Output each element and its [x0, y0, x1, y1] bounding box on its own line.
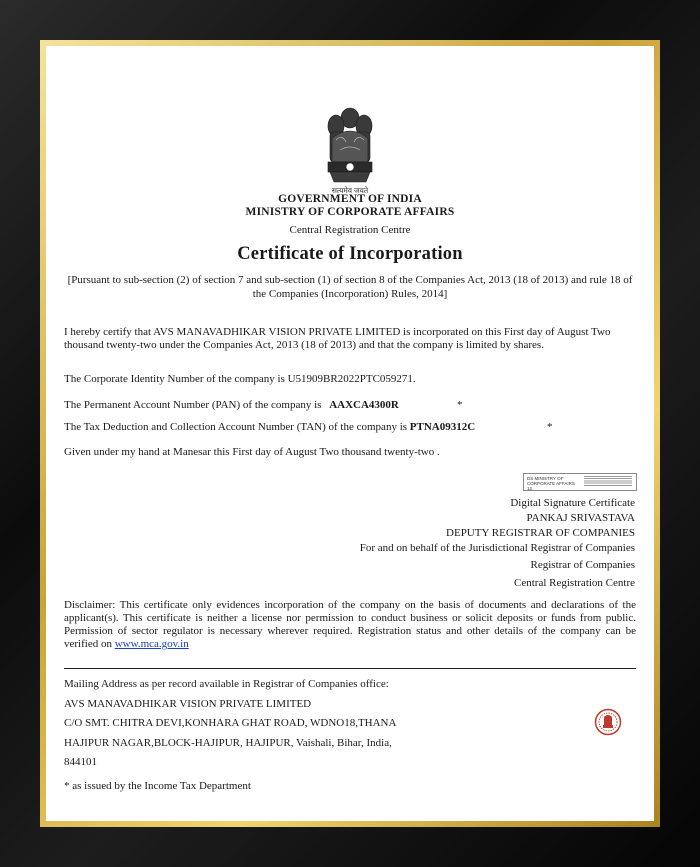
on-behalf-line: For and on behalf of the Jurisdictional Registrar of Companies	[359, 542, 635, 554]
registration-centre: Central Registration Centre	[289, 224, 411, 236]
signatory-designation: DEPUTY REGISTRAR OF COMPANIES	[446, 527, 635, 539]
certificate-page	[46, 46, 654, 821]
section-divider	[64, 668, 636, 669]
cin-label: The Corporate Identity Number of the company is	[64, 373, 285, 385]
mailing-heading-text: Mailing Address as per record available in Registrar of Companies office:	[64, 678, 389, 690]
address-line-3: HAJIPUR NAGAR,BLOCK-HAJIPUR, HAJIPUR, Vaishali, Bihar, India,	[64, 737, 392, 749]
tan-value: PTNA09312C	[409, 421, 476, 433]
pan-line	[64, 399, 636, 412]
government-heading: GOVERNMENT OF INDIA	[278, 193, 422, 205]
certificate-title: Certificate of Incorporation	[237, 244, 463, 264]
cin-value: U51909BR2022PTC059271.	[287, 373, 416, 385]
signature-centre: Central Registration Centre	[514, 577, 635, 589]
address-line-1: AVS MANAVADHIKAR VISION PRIVATE LIMITED	[64, 698, 312, 710]
tan-asterisk: *	[547, 421, 553, 433]
tan-label: The Tax Deduction and Collection Account Number (TAN) of the company is	[64, 421, 408, 433]
pursuant-clause: [Pursuant to sub-section (2) of section 7 and sub-section (1) of section 8 of the Companies Act, 2013 (18 of 2013) and rule 18 of the Companies (Incorporation) Rules, 2014]	[67, 274, 633, 300]
digital-signature-stamp	[523, 473, 637, 491]
given-statement: Given under my hand at Manesar this First day of August Two thousand twenty-two .	[64, 446, 440, 458]
tan-line	[64, 421, 636, 434]
certification-statement: I hereby certify that AVS MANAVADHIKAR VISION PRIVATE LIMITED is incorporated on this First day of August Two thousand twenty-two under the Companies Act, 2013 (18 of 2013) and that the company is limited by shares.	[64, 326, 611, 351]
mailing-heading	[64, 678, 389, 691]
pan-label: The Permanent Account Number (PAN) of the company is	[64, 399, 322, 411]
signature-title: Digital Signature Certificate	[510, 497, 635, 509]
pan-value: AAXCA4300R	[329, 399, 399, 411]
cin-line	[64, 373, 636, 386]
signatory-name: PANKAJ SRIVASTAVA	[526, 512, 635, 524]
mca-link[interactable]: www.mca.gov.in	[114, 638, 189, 650]
signature-stamp-label: DS MINISTRY OF CORPORATE AFFAIRS 12	[527, 476, 575, 491]
signature-stamp-details	[584, 476, 632, 487]
address-line-2: C/O SMT. CHITRA DEVI,KONHARA GHAT ROAD, WDNO18,THANA	[64, 717, 397, 729]
disclaimer-text: Disclaimer: This certificate only evidences incorporation of the company on the basis of documents and declarations of the applicant(s). This certificate is neither a license nor permission to conduct business or solicit deposits or funds from public. Permission of sector regulator is necessary wherever required. Registration status and other details of the company can be verified on	[64, 599, 636, 650]
address-line-4: 844101	[64, 756, 97, 768]
disclaimer	[64, 599, 636, 651]
emblem-motto: सत्यमेव जयते	[331, 186, 369, 195]
registrar-line: Registrar of Companies	[530, 559, 635, 571]
pan-tan-footnote: * as issued by the Income Tax Department	[64, 780, 251, 792]
ministry-heading: MINISTRY OF CORPORATE AFFAIRS	[245, 206, 455, 218]
pan-asterisk: *	[457, 399, 463, 411]
red-emblem-seal-icon	[594, 708, 622, 736]
